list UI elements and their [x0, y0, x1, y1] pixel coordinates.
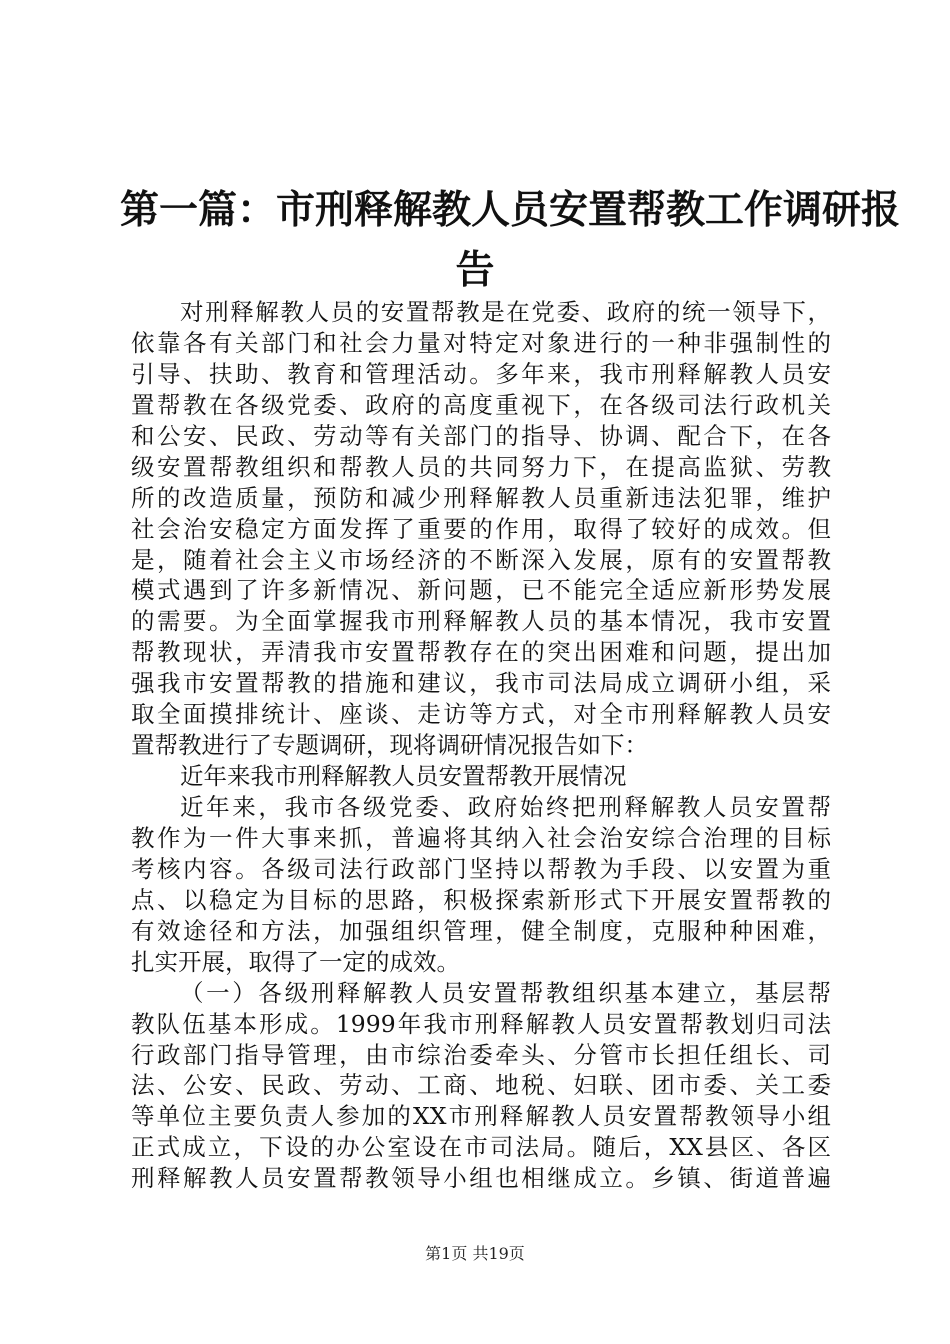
section-heading: 近年来我市刑释解教人员安置帮教开展情况: [180, 762, 627, 791]
body-line: 教队伍基本形成。1999年我市刑释解教人员安置帮教划归司法: [131, 1009, 831, 1038]
body-line: 刑释解教人员安置帮教领导小组也相继成立。乡镇、街道普遍: [131, 1164, 831, 1193]
body-line: 考核内容。各级司法行政部门坚持以帮教为手段、以安置为重: [131, 854, 831, 883]
title-line-1: 第一篇：市刑释解教人员安置帮教工作调研报: [120, 187, 901, 233]
body-line: 帮教现状，弄清我市安置帮教存在的突出困难和问题，提出加: [131, 638, 831, 667]
body-line: 取全面摸排统计、座谈、走访等方式，对全市刑释解教人员安: [131, 700, 831, 729]
body-line: 正式成立，下设的办公室设在市司法局。随后，XX县区、各区: [131, 1133, 831, 1162]
body-line: （一）各级刑释解教人员安置帮教组织基本建立，基层帮: [180, 978, 831, 1007]
page-number: 第1页 共19页: [425, 1244, 525, 1263]
body-line: 和公安、民政、劳动等有关部门的指导、协调、配合下，在各: [131, 421, 831, 450]
body-line: 行政部门指导管理，由市综治委牵头、分管市长担任组长、司: [131, 1040, 831, 1069]
body-line: 级安置帮教组织和帮教人员的共同努力下，在提高监狱、劳教: [131, 452, 831, 481]
body-line: 模式遇到了许多新情况、新问题，已不能完全适应新形势发展: [131, 576, 831, 605]
body-line: 有效途径和方法，加强组织管理，健全制度，克服种种困难，: [131, 916, 831, 945]
body-line: 是，随着社会主义市场经济的不断深入发展，原有的安置帮教: [131, 545, 831, 574]
body-line: 的需要。为全面掌握我市刑释解教人员的基本情况，我市安置: [131, 607, 831, 636]
title-line-2: 告: [455, 247, 495, 293]
body-line: 置帮教在各级党委、政府的高度重视下，在各级司法行政机关: [131, 390, 831, 419]
body-line: 社会治安稳定方面发挥了重要的作用，取得了较好的成效。但: [131, 514, 831, 543]
body-line: 所的改造质量，预防和减少刑释解教人员重新违法犯罪，维护: [131, 483, 831, 512]
page-footer: [0, 1244, 950, 1264]
body-line: 等单位主要负责人参加的XX市刑释解教人员安置帮教领导小组: [131, 1102, 831, 1131]
document-body: [131, 297, 831, 1194]
body-line: 点、以稳定为目标的思路，积极探索新形式下开展安置帮教的: [131, 885, 831, 914]
document-title: [120, 180, 901, 300]
body-line: 近年来，我市各级党委、政府始终把刑释解教人员安置帮: [180, 793, 831, 821]
body-line: 依靠各有关部门和社会力量对特定对象进行的一种非强制性的: [131, 328, 831, 357]
body-line: 引导、扶助、教育和管理活动。多年来，我市刑释解教人员安: [131, 359, 831, 388]
body-line: 强我市安置帮教的措施和建议，我市司法局成立调研小组，采: [131, 669, 831, 698]
body-line: 置帮教进行了专题调研，现将调研情况报告如下：: [131, 731, 648, 760]
body-line: 教作为一件大事来抓，普遍将其纳入社会治安综合治理的目标: [131, 823, 831, 852]
body-line: 对刑释解教人员的安置帮教是在党委、政府的统一领导下，: [180, 298, 831, 326]
body-line: 法、公安、民政、劳动、工商、地税、妇联、团市委、关工委: [131, 1071, 831, 1100]
body-line: 扎实开展，取得了一定的成效。: [131, 947, 460, 976]
